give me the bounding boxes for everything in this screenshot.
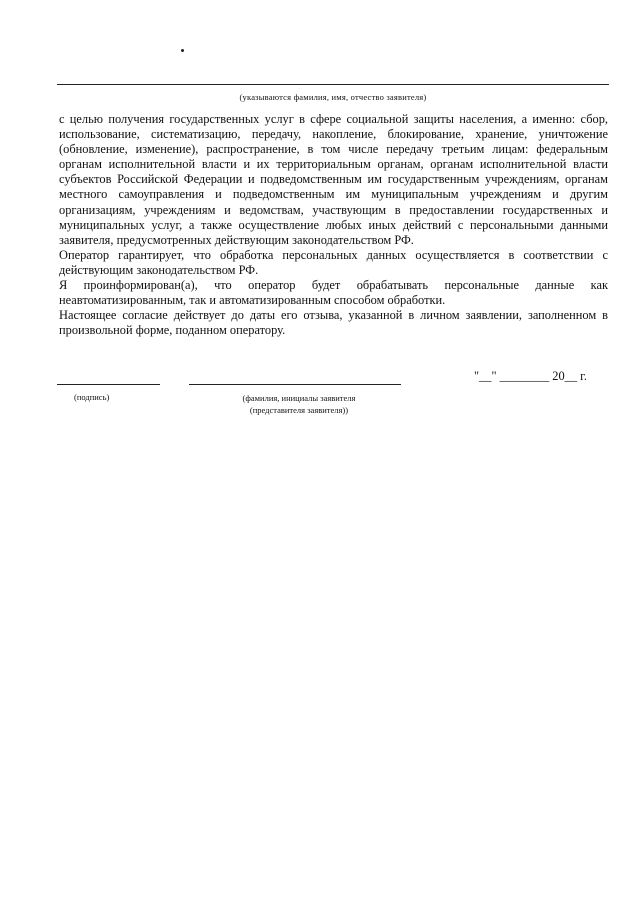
- signature-line: [57, 384, 160, 385]
- consent-paragraph-purpose: с целью получения государственных услуг в сфере социальной защиты населения, а именно: сбор, использование, систематизацию, передачу, накопление, блокирование, хранение, уничтожение (обновление, изменение), распространение, в том числе передачу третьим лицам: федеральным органам исполнительной власти и их территориальным органам, органам исполнительной власти субъектов Российской Федерации и подведомственным им государственным учреждениям, органам местного самоуправления и подведомственным им муниципальным учреждениям и другим организациям, учреждениям и ведомствам, участвующим в предоставлении государственных и муниципальных услуг, а также осуществление любых иных действий с персональными данными заявителя, предусмотренных действующим законодательством РФ.: [59, 112, 608, 247]
- name-caption: [214, 392, 384, 416]
- consent-paragraph-informed: Я проинформирован(а), что оператор будет обрабатывать персональные данные как неавтоматизированным, так и автоматизированным способом обработки.: [59, 278, 608, 308]
- signature-block: [0, 360, 640, 430]
- signature-caption: (подпись): [74, 392, 110, 402]
- scan-speck: [181, 49, 184, 52]
- applicant-name-caption: (указываются фамилия, имя, отчество заявителя): [239, 92, 427, 102]
- consent-paragraph-validity: Настоящее согласие действует до даты его отзыва, указанной в личном заявлении, заполненном в произвольной форме, поданном оператору.: [59, 308, 608, 338]
- consent-body: [59, 112, 608, 338]
- name-caption-line-1: (фамилия, инициалы заявителя: [242, 393, 356, 403]
- consent-paragraph-guarantee: Оператор гарантирует, что обработка персональных данных осуществляется в соответствии с действующим законодательством РФ.: [59, 247, 608, 277]
- applicant-name-line: [57, 84, 609, 85]
- name-caption-line-2: (представителя заявителя)): [249, 405, 349, 415]
- date-field: "__" ________ 20__ г.: [474, 369, 587, 383]
- name-line: [189, 384, 401, 385]
